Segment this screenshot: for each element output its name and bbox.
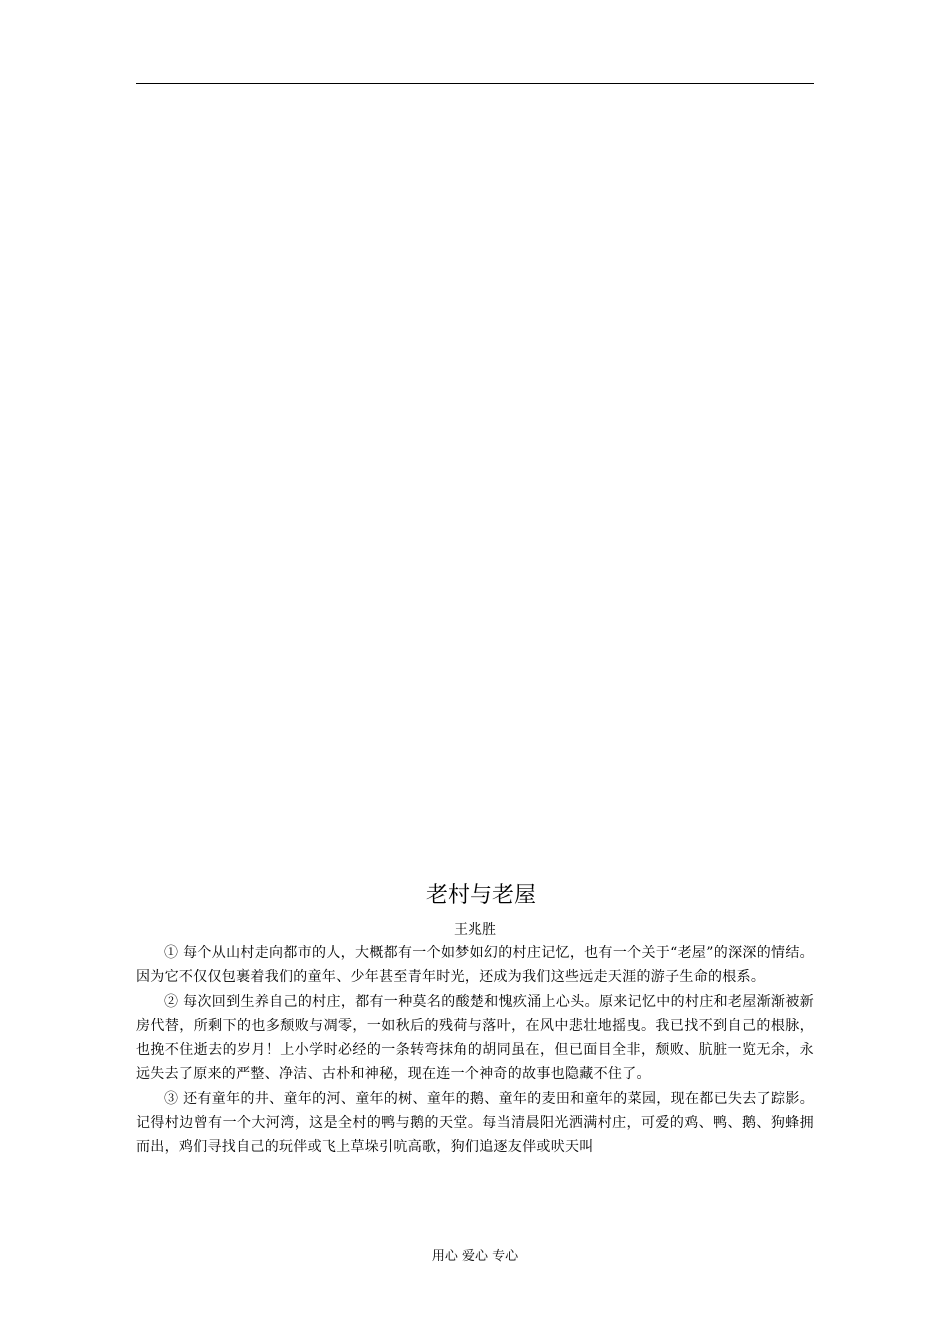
header-rule <box>136 83 814 84</box>
page-footer: 用心 爱心 专心 <box>431 1249 519 1264</box>
paragraph-1: ① 每个从山村走向都市的人，大概都有一个如梦如幻的村庄记忆，也有一个关于“老屋”的深深的情结。因为它不仅仅包裹着我们的童年、少年甚至青年时光，还成为我们这些远走天涯的游子生命的根系。 <box>136 945 814 986</box>
article <box>136 878 814 1160</box>
paragraph-2: ② 每次回到生养自己的村庄，都有一种莫名的酸楚和愧疚涌上心头。原来记忆中的村庄和老屋渐渐被新房代替，所剩下的也多颓败与凋零，一如秋后的残荷与落叶，在风中悲壮地摇曳。我已找不到自己的根脉，也挽不住逝去的岁月！上小学时必经的一条转弯抹角的胡同虽在，但已面目全非，颓败、肮脏一览无余，永远失去了原来的严整、净洁、古朴和神秘，现在连一个神奇的故事也隐藏不住了。 <box>136 993 814 1083</box>
paragraph-3: ③ 还有童年的井、童年的河、童年的树、童年的鹅、童年的麦田和童年的菜园，现在都已失去了踪影。记得村边曾有一个大河湾，这是全村的鸭与鹅的天堂。每当清晨阳光洒满村庄，可爱的鸡、鸭、鹅、狗蜂拥而出，鸡们寻找自己的玩伴或飞上草垛引吭高歌，狗们追逐友伴或吠天叫 <box>136 1090 814 1156</box>
article-author: 王兆胜 <box>454 922 496 938</box>
article-title: 老村与老屋 <box>425 883 536 908</box>
